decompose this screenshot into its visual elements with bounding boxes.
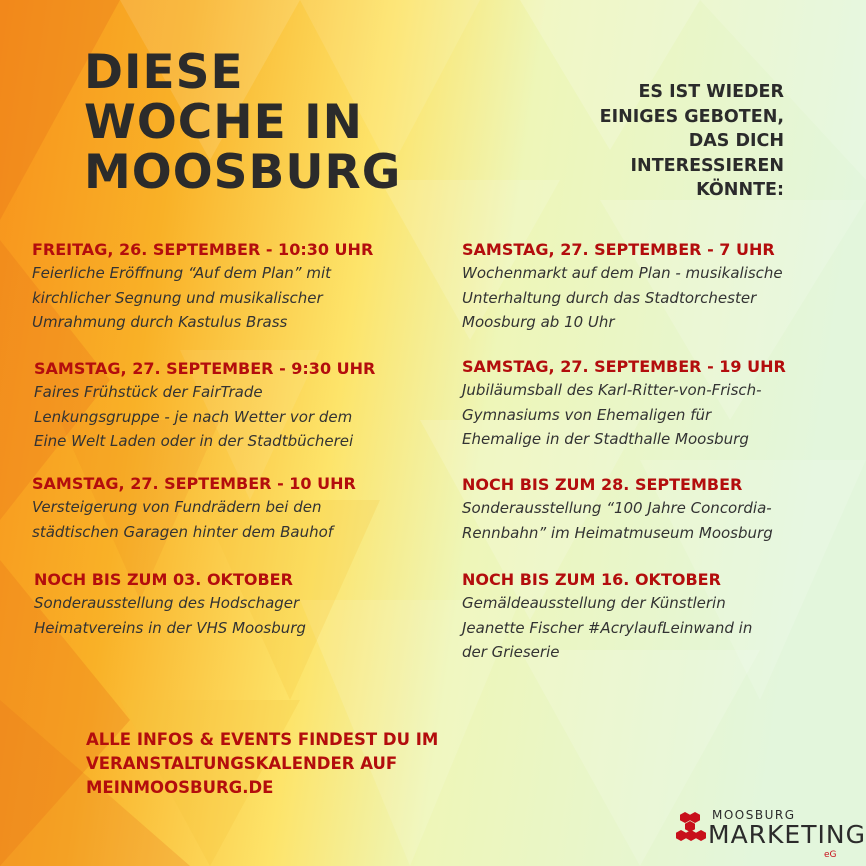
- event-date: SAMSTAG, 27. SEPTEMBER - 19 UHR: [462, 357, 786, 376]
- intro-line: EINIGES GEBOTEN,: [599, 106, 784, 127]
- logo-suffix-text: eG: [824, 850, 837, 860]
- logo-hexagon-icon: [685, 821, 695, 832]
- event-line: Jubiläumsball des Karl-Ritter-von-Frisch-: [462, 381, 762, 399]
- footer-line: VERANSTALTUNGSKALENDER AUF: [86, 754, 398, 773]
- intro-line: DAS DICH: [688, 131, 784, 151]
- event-line: Moosburg ab 10 Uhr: [462, 313, 615, 331]
- logo-hexagon-icon: [680, 812, 690, 823]
- event-item: [462, 239, 866, 335]
- title-line: WOCHE IN: [84, 95, 363, 150]
- title-line: MOOSBURG: [84, 145, 402, 200]
- event-description: [462, 496, 866, 545]
- event-description: [34, 380, 444, 454]
- event-line: städtischen Garagen hinter dem Bauhof: [32, 522, 334, 541]
- event-item: [32, 239, 442, 335]
- intro-line: ES IST WIEDER: [638, 82, 784, 102]
- event-line: Feierliche Eröffnung “Auf dem Plan” mit: [32, 264, 332, 282]
- intro-text: [600, 80, 784, 203]
- event-line: Umrahmung durch Kastulus Brass: [32, 313, 288, 331]
- event-description: [34, 591, 444, 640]
- logo-top-text: MOOSBURG: [712, 808, 796, 822]
- event-date: SAMSTAG, 27. SEPTEMBER - 9:30 UHR: [34, 359, 376, 378]
- event-item: [462, 474, 866, 545]
- logo-main-text: MARKETING: [708, 820, 866, 849]
- event-item: [34, 569, 444, 640]
- event-description: [462, 591, 866, 665]
- event-line: Lenkungsgruppe - je nach Wetter vor dem: [34, 407, 353, 426]
- event-line: Jeanette Fischer #AcrylaufLeinwand in: [462, 618, 753, 637]
- logo-hexagon-icon: [686, 830, 696, 841]
- moosburg-marketing-logo: [676, 808, 866, 866]
- event-description: [32, 495, 442, 544]
- event-line: Heimatvereins in der VHS Moosburg: [34, 618, 306, 637]
- event-line: Sonderausstellung des Hodschager: [34, 594, 300, 612]
- event-date: FREITAG, 26. SEPTEMBER - 10:30 UHR: [32, 240, 374, 259]
- event-date: NOCH BIS ZUM 16. OKTOBER: [462, 570, 721, 589]
- event-date: NOCH BIS ZUM 28. SEPTEMBER: [462, 475, 743, 494]
- event-line: Gemäldeausstellung der Künstlerin: [462, 594, 726, 612]
- footer-link-text[interactable]: MEINMOOSBURG.DE: [86, 778, 274, 797]
- intro-line: INTERESSIEREN: [630, 155, 784, 176]
- event-item: [462, 356, 866, 452]
- event-line: Wochenmarkt auf dem Plan - musikalische: [462, 264, 783, 282]
- event-line: Rennbahn” im Heimatmuseum Moosburg: [462, 523, 773, 542]
- event-date: NOCH BIS ZUM 03. OKTOBER: [34, 570, 293, 589]
- event-line: Sonderausstellung “100 Jahre Concordia-: [462, 499, 772, 517]
- event-item: [32, 473, 442, 544]
- event-line: Eine Welt Laden oder in der Stadtbücherei: [34, 432, 354, 450]
- event-line: Unterhaltung durch das Stadtorchester: [462, 288, 757, 307]
- intro-line: KÖNNTE:: [696, 180, 784, 200]
- event-line: Faires Frühstück der FairTrade: [34, 383, 263, 401]
- title-line: DIESE: [84, 45, 244, 100]
- logo-hexagon-icon: [690, 812, 700, 823]
- event-description: [32, 261, 442, 335]
- event-line: der Grieserie: [462, 643, 560, 661]
- logo-hexagon-icon: [696, 830, 706, 841]
- event-line: kirchlicher Segnung und musikalischer: [32, 288, 323, 307]
- logo-hexagon-icon: [676, 830, 686, 841]
- event-item: [34, 358, 444, 454]
- event-description: [462, 261, 866, 335]
- footer-line: ALLE INFOS & EVENTS FINDEST DU IM: [86, 730, 439, 749]
- page-title: [84, 45, 402, 200]
- footer-call-to-action: [86, 728, 438, 800]
- event-line: Versteigerung von Fundrädern bei den: [32, 498, 322, 516]
- event-item: [462, 569, 866, 665]
- event-date: SAMSTAG, 27. SEPTEMBER - 7 UHR: [462, 240, 775, 259]
- event-description: [462, 378, 866, 452]
- event-line: Gymnasiums von Ehemaligen für: [462, 405, 712, 424]
- event-date: SAMSTAG, 27. SEPTEMBER - 10 UHR: [32, 474, 356, 493]
- event-line: Ehemalige in der Stadthalle Moosburg: [462, 430, 749, 448]
